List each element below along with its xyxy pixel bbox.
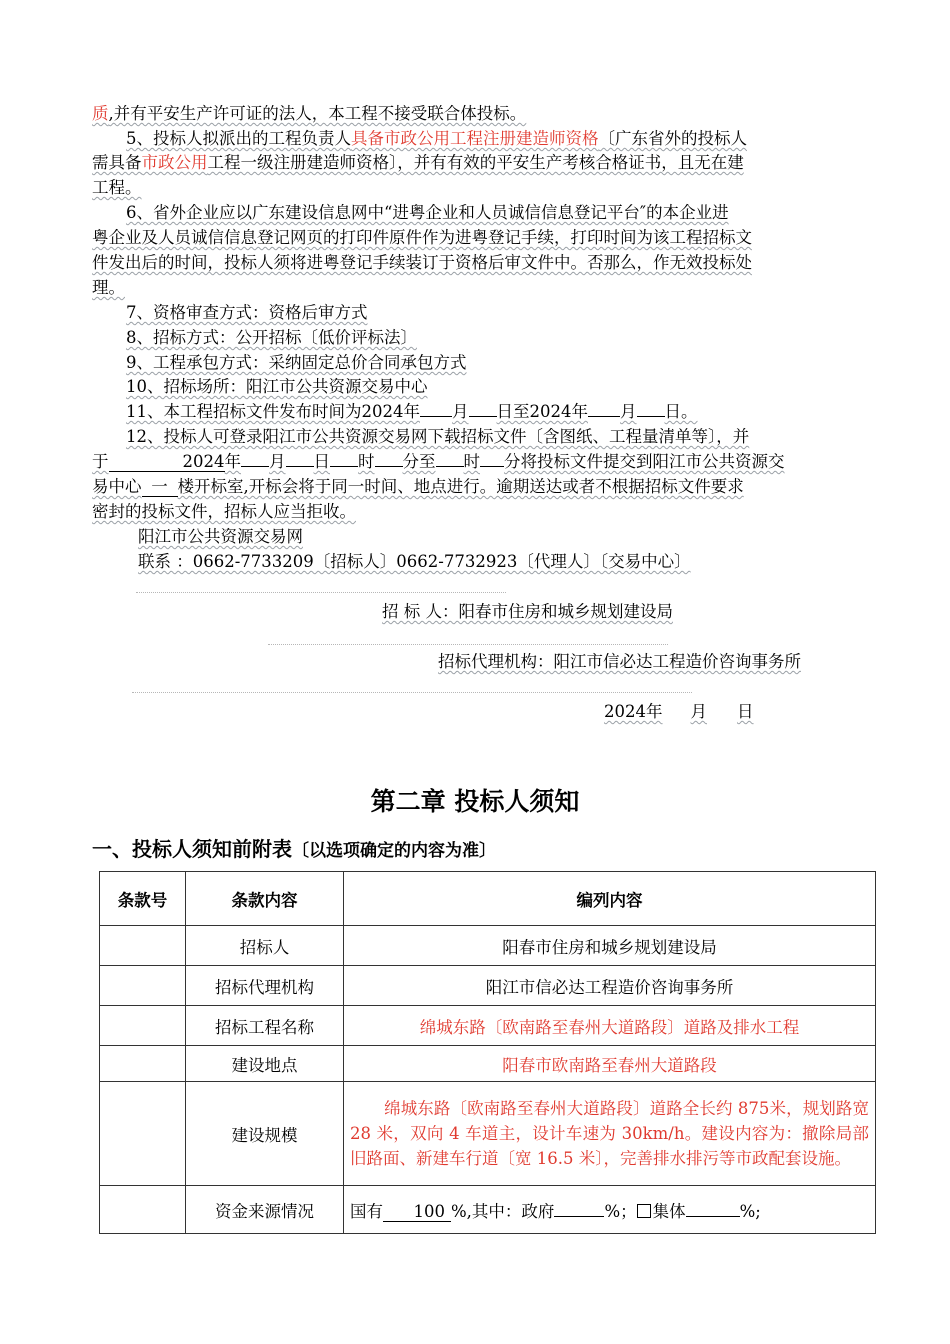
table-header-row — [100, 872, 876, 926]
text-red: 具备市政公用工程注册建造师资格 — [351, 129, 599, 148]
cell-clause — [100, 1006, 186, 1046]
text: 分将投标文件提交到阳江市公共资源交 — [504, 452, 785, 471]
cell-item: 资金来源情况 — [186, 1186, 344, 1234]
text: 日至2024年 — [496, 402, 588, 421]
text: 5、投标人拟派出的工程负责人 — [126, 129, 351, 148]
blank-field-year: 2024 — [109, 453, 225, 472]
bidder-instructions-table — [99, 871, 876, 1234]
text: 集体 — [652, 1201, 686, 1221]
cell-clause — [100, 1082, 186, 1186]
text-line: 密封的投标文件，招标人应当拒收。 — [92, 502, 356, 521]
text-line: 6、省外企业应以广东建设信息网中“进粤企业和人员诚信信息登记平台″的本企业进 — [126, 203, 729, 222]
cell-clause — [100, 926, 186, 966]
text: 年 — [224, 452, 241, 471]
divider — [132, 692, 692, 693]
blank-field — [286, 466, 314, 467]
agency-line: 招标代理机构：阳江市信必达工程造价咨询事务所 — [438, 652, 801, 671]
date-line — [604, 700, 754, 724]
blank-field — [588, 416, 620, 417]
table-row — [100, 1006, 876, 1046]
divider — [136, 592, 506, 593]
text-line: 阳江市公共资源交易网 — [138, 527, 303, 546]
text-line — [92, 450, 785, 474]
state-percent: 100 — [383, 1203, 451, 1222]
text-line: 12、投标人可登录阳江市公共资源交易网下载招标文件〔含图纸、工程量清单等〕，并 — [126, 427, 750, 446]
cell-content-scale — [344, 1082, 876, 1186]
blank-field — [554, 1216, 604, 1217]
cell-content: 阳春市住房和城乡规划建设局 — [344, 926, 876, 966]
blank-field — [375, 466, 403, 467]
table-row — [100, 1046, 876, 1082]
text: 〔广东省外的投标人 — [598, 129, 747, 148]
text: 月 — [269, 452, 286, 471]
text: 月 — [620, 402, 637, 421]
section-title — [92, 833, 496, 862]
text-line: 粤企业及人员诚信信息登记网页的打印件原件作为进粤登记手续，打印时间为该工程招标文 — [92, 228, 752, 247]
text: 分至 — [402, 452, 436, 471]
table-row — [100, 926, 876, 966]
text-red: 质 — [92, 104, 109, 123]
cell-item: 建设规模 — [186, 1082, 344, 1186]
text: 于 — [92, 452, 109, 471]
blank-field — [637, 416, 665, 417]
cell-content: 阳江市信必达工程造价咨询事务所 — [344, 966, 876, 1006]
text-line — [126, 127, 747, 151]
cell-clause — [100, 966, 186, 1006]
text: 日 — [313, 452, 330, 471]
blank-field — [480, 466, 504, 467]
header-clause-item: 条款内容 — [186, 872, 344, 926]
text: ,并有平安生产许可证的法人，本工程不接受联合体投标。 — [108, 104, 527, 123]
blank-field — [436, 466, 464, 467]
text: 11、本工程招标文件发布时间为2024年 — [126, 402, 420, 421]
text: 需具备 — [92, 153, 142, 172]
cell-clause — [100, 1186, 186, 1234]
text-line: 联系 ：0662-7733209〔招标人〕0662-7732923〔代理人〕〔交易中心〕 — [138, 552, 691, 571]
header-content: 编列内容 — [344, 872, 876, 926]
text: 月 — [452, 402, 469, 421]
blank-field — [686, 1216, 740, 1217]
blank-field — [469, 416, 497, 417]
text-line: 理。 — [92, 278, 125, 297]
text: 时 — [358, 452, 375, 471]
tenderer-line: 招 标 人：阳春市住房和城乡规划建设局 — [382, 602, 673, 621]
text: 2024年 — [604, 702, 663, 721]
cell-item: 招标代理机构 — [186, 966, 344, 1006]
cell-item: 招标工程名称 — [186, 1006, 344, 1046]
text: 易中心 — [92, 477, 142, 496]
text: 楼开标室,开标会将于同一时间、地点进行。逾期送达或者不根据招标文件要求 — [177, 477, 744, 496]
cell-item: 招标人 — [186, 926, 344, 966]
text-line: 9、工程承包方式：采纳固定总价合同承包方式 — [126, 353, 467, 372]
text: %,其中：政府 — [451, 1201, 555, 1221]
text: 日 — [737, 702, 754, 721]
section-title-text: 一、投标人须知前附表 — [92, 837, 292, 861]
cell-content: 绵城东路〔欧南路至春州大道路段〕道路及排水工程 — [344, 1006, 876, 1046]
table-row-funds — [100, 1186, 876, 1234]
text-line — [126, 400, 698, 424]
table-row — [100, 966, 876, 1006]
scale-text: 绵城东路〔欧南路至春州大道路段〕道路全长约 875米，规划路宽 28 米，双向 4 车道主，设计车速为 30km/h。建设内容为：撤除局部旧路面、新建车行道〔宽 16.5 米〕，完善排水排污等市政配套设施。 — [350, 1099, 869, 1168]
section-note: 〔以选项确定的内容为准〕 — [292, 841, 496, 861]
floor-field: 一 — [142, 478, 178, 497]
text-line: 7、资格审查方式：资格后审方式 — [126, 303, 368, 322]
chapter-title: 第二章 投标人须知 — [370, 787, 580, 816]
cell-clause — [100, 1046, 186, 1082]
blank-field — [420, 416, 452, 417]
blank-field — [241, 466, 269, 467]
blank-field — [330, 466, 358, 467]
text-line: 件发出后的时间，投标人须将进粤登记手续装订于资格后审文件中。否那么，作无效投标处 — [92, 253, 752, 272]
text: 月 — [690, 702, 707, 721]
text-line: 工程。 — [92, 178, 142, 197]
text: 工程一级注册建造师资格〕，并有有效的平安生产考核合格证书，且无在建 — [207, 153, 744, 172]
text-line: 8、招标方式：公开招标〔低价评标法〕 — [126, 328, 417, 347]
cell-item: 建设地点 — [186, 1046, 344, 1082]
text: %； — [604, 1201, 637, 1221]
table-row — [100, 1082, 876, 1186]
text-line — [92, 151, 744, 175]
text: 日。 — [664, 402, 698, 421]
text-line: 10、招标场所：阳江市公共资源交易中心 — [126, 377, 428, 396]
divider — [268, 644, 668, 645]
text: 时 — [463, 452, 480, 471]
text-line — [92, 475, 744, 499]
cell-funds — [344, 1186, 876, 1234]
text-line — [92, 102, 526, 126]
header-clause-no: 条款号 — [100, 872, 186, 926]
checkbox-icon — [637, 1204, 651, 1218]
text: 国有 — [350, 1201, 383, 1221]
text: %; — [739, 1201, 761, 1221]
cell-content: 阳春市欧南路至春州大道路段 — [344, 1046, 876, 1082]
text-red: 市政公用 — [141, 153, 208, 172]
